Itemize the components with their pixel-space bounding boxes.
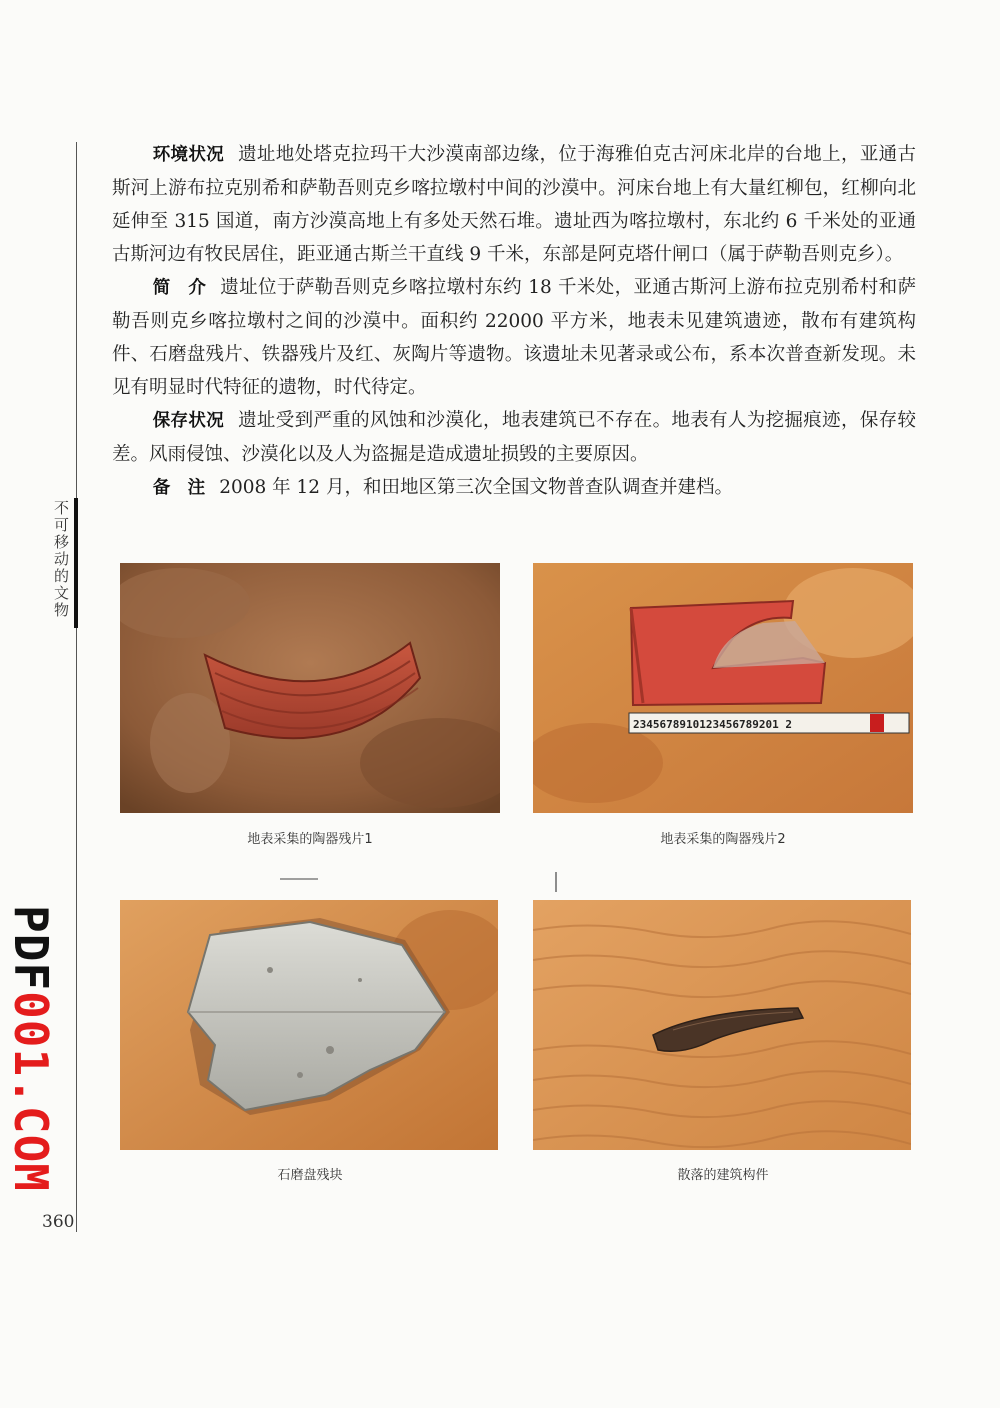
paragraph-environment bbox=[112, 138, 916, 271]
paragraph-intro bbox=[112, 271, 916, 404]
text-notes: 2008 年 12 月，和田地区第三次全国文物普查队调查并建档。 bbox=[219, 477, 733, 498]
watermark bbox=[2, 905, 58, 1192]
section-side-label: 不可移动的文物 bbox=[52, 500, 70, 619]
text-intro: 遗址位于萨勒吾则克乡喀拉墩村东约 18 千米处，亚通古斯河上游布拉克别希村和萨勒吾则克乡喀拉墩村之间的沙漠中。面积约 22000 平方米，地表未见建筑遗迹，散布有建筑构件、石磨盘残片、铁器残片及红、灰陶片等遗物。该遗址未见著录或公布，系本次普查新发现。未见有明显时代特征的遗物，时代待定。 bbox=[112, 277, 916, 398]
margin-rule bbox=[76, 142, 77, 1232]
ruler-scale-text: 2345678910123456789201 2 bbox=[633, 718, 792, 731]
heading-preservation: 保存状况 bbox=[152, 411, 225, 431]
paragraph-notes bbox=[112, 471, 916, 505]
heading-environment: 环境状况 bbox=[152, 145, 225, 165]
margin-rule-thick bbox=[74, 498, 78, 628]
body-text bbox=[112, 138, 916, 505]
caption-photo-3: 石磨盘残块 bbox=[277, 1168, 343, 1183]
photo-pottery-sherd-1 bbox=[120, 563, 500, 813]
page-number: 360 bbox=[42, 1212, 75, 1232]
caption-photo-2: 地表采集的陶器残片2 bbox=[660, 832, 786, 847]
photo-pottery-sherd-2 bbox=[533, 563, 913, 813]
scan-mark bbox=[555, 872, 557, 892]
paragraph-preservation bbox=[112, 404, 916, 471]
heading-notes: 备 注 bbox=[152, 478, 206, 498]
photo-grinding-stone bbox=[120, 900, 498, 1150]
text-environment: 遗址地处塔克拉玛干大沙漠南部边缘，位于海雅伯克古河床北岸的台地上，亚通古斯河上游布拉克别希和萨勒吾则克乡喀拉墩村中间的沙漠中。河床台地上有大量红柳包，红柳向北延伸至 315 国道，南方沙漠高地上有多处天然石堆。遗址西为喀拉墩村，东北约 6 千米处的亚通古斯河边有牧民居住，距亚通古斯兰干直线 9 千米，东部是阿克塔什闸口（属于萨勒吾则克乡）。 bbox=[112, 144, 916, 265]
scan-mark bbox=[280, 878, 318, 880]
watermark-part2: 001.COM bbox=[4, 991, 58, 1192]
heading-intro: 简 介 bbox=[152, 278, 207, 298]
text-preservation: 遗址受到严重的风蚀和沙漠化，地表建筑已不存在。地表有人为挖掘痕迹，保存较差。风雨侵蚀、沙漠化以及人为盗掘是造成遗址损毁的主要原因。 bbox=[112, 410, 916, 465]
watermark-part1: PDF bbox=[4, 905, 58, 992]
photo-building-component bbox=[533, 900, 911, 1150]
caption-photo-4: 散落的建筑构件 bbox=[677, 1168, 769, 1183]
caption-photo-1: 地表采集的陶器残片1 bbox=[247, 832, 373, 847]
